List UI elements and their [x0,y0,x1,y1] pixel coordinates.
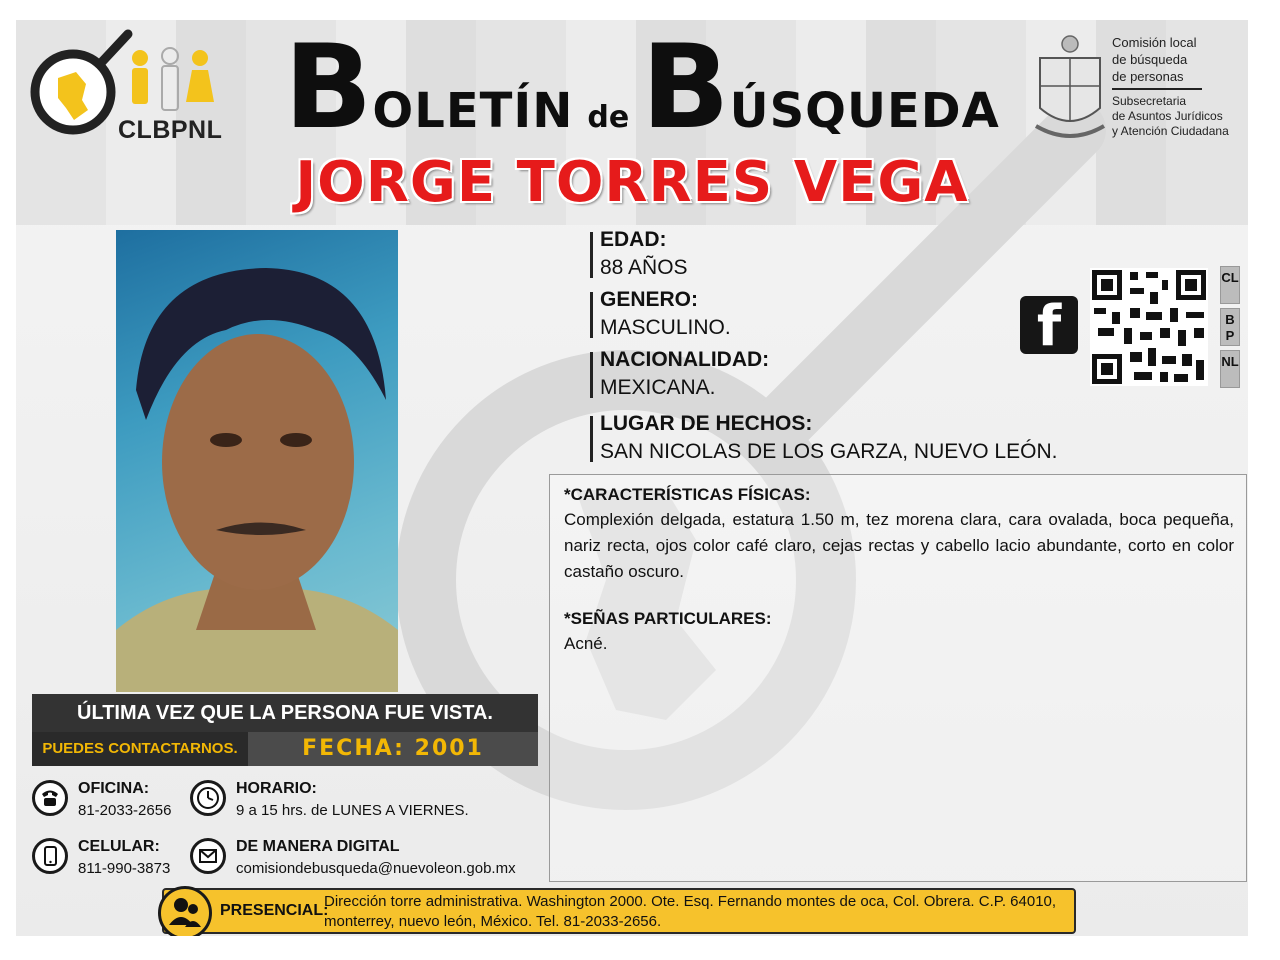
phone-icon [32,780,68,816]
people-icon [158,886,212,936]
physical-features-text: Complexión delgada, estatura 1.50 m, tez morena clara, cara ovalada, boca pequeña, nariz recta, ojos color café claro, cejas rectas y cabello lacio abundante, corto en color castaño oscuro. [564,510,1234,581]
subsecretaria-line: de Asuntos Jurídicos [1112,109,1223,123]
horario-value: 9 a 15 hrs. de LUNES A VIERNES. [236,802,469,819]
horario-label: HORARIO: [236,780,317,797]
qr-code-icon[interactable] [1090,268,1208,386]
title-initial-b1: B [284,20,373,155]
field-value: 88 AÑOS [600,256,688,279]
email-icon [190,838,226,874]
clock-icon [190,780,226,816]
field-value: MASCULINO. [600,316,731,339]
field-bar [590,352,593,398]
title-initial-b2: B [641,20,730,155]
field-label: LUGAR DE HECHOS: [600,412,813,435]
search-bulletin [16,20,1248,936]
contact-celular [32,838,182,884]
presencial-label: PRESENCIAL: [220,902,329,919]
title-word-busqueda: ÚSQUEDA [729,83,1000,139]
commission-text [1112,34,1247,139]
field-label: NACIONALIDAD: [600,348,770,371]
presencial-address: Dirección torre administrativa. Washington 2000. Ote. Esq. Fernando montes de oca, Col. Obrera. C.P. 64010, monterrey, nuevo león, México. Tel. 81-2033-2656. [324,893,1057,930]
field-bar [590,416,593,462]
subsecretaria-line: y Atención Ciudadana [1112,124,1229,138]
contact-digital [190,838,540,884]
commission-line: de personas [1112,69,1184,84]
field-value: SAN NICOLAS DE LOS GARZA, NUEVO LEÓN. [600,440,1058,463]
field-label: GENERO: [600,288,699,311]
clbpnl-tabs [1220,266,1242,392]
logo-text: CLBPNL [118,116,223,144]
tab-cl: CL [1220,266,1240,304]
mobile-phone-icon [32,838,68,874]
person-photo [116,230,398,692]
title-word-de: de [587,100,630,135]
physical-features-heading: *CARACTERÍSTICAS FÍSICAS: [564,485,811,504]
tab-bp: BP [1220,308,1240,346]
clbpnl-logo [28,28,233,153]
subsecretaria-line: Subsecretaria [1112,94,1187,108]
missing-person-name: JORGE TORRES VEGA [295,150,969,215]
field-bar [590,232,593,278]
field-bar [590,292,593,338]
digital-label: DE MANERA DIGITAL [236,838,400,855]
commission-line: de búsqueda [1112,52,1188,67]
celular-label: CELULAR: [78,838,160,855]
field-label: EDAD: [600,228,667,251]
title-word-boletin: OLETÍN [372,83,574,139]
particular-signs-text: Acné. [564,634,608,653]
field-value: MEXICANA. [600,376,716,399]
portrait-icon [116,230,398,692]
contact-oficina [32,780,182,826]
contact-us-label: PUEDES CONTACTARNOS. [32,732,248,766]
particular-signs-heading: *SEÑAS PARTICULARES: [564,609,772,628]
celular-phone[interactable]: 811-990-3873 [78,860,171,877]
last-seen-banner: ÚLTIMA VEZ QUE LA PERSONA FUE VISTA. [32,694,538,732]
divider [1112,88,1202,90]
tab-nl: NL [1220,350,1240,388]
oficina-phone[interactable]: 81-2033-2656 [78,802,172,819]
email-link[interactable]: comisiondebusqueda@nuevoleon.gob.mx [236,860,516,877]
state-seal-icon [1030,30,1110,148]
bulletin-title [284,20,1000,155]
contact-horario [190,780,490,826]
presencial-bar [162,888,1076,934]
oficina-label: OFICINA: [78,780,150,797]
date-banner: FECHA: 2001 [248,732,538,766]
facebook-icon[interactable]: f [1020,296,1078,354]
description-box [549,474,1247,882]
commission-line: Comisión local [1112,35,1197,50]
